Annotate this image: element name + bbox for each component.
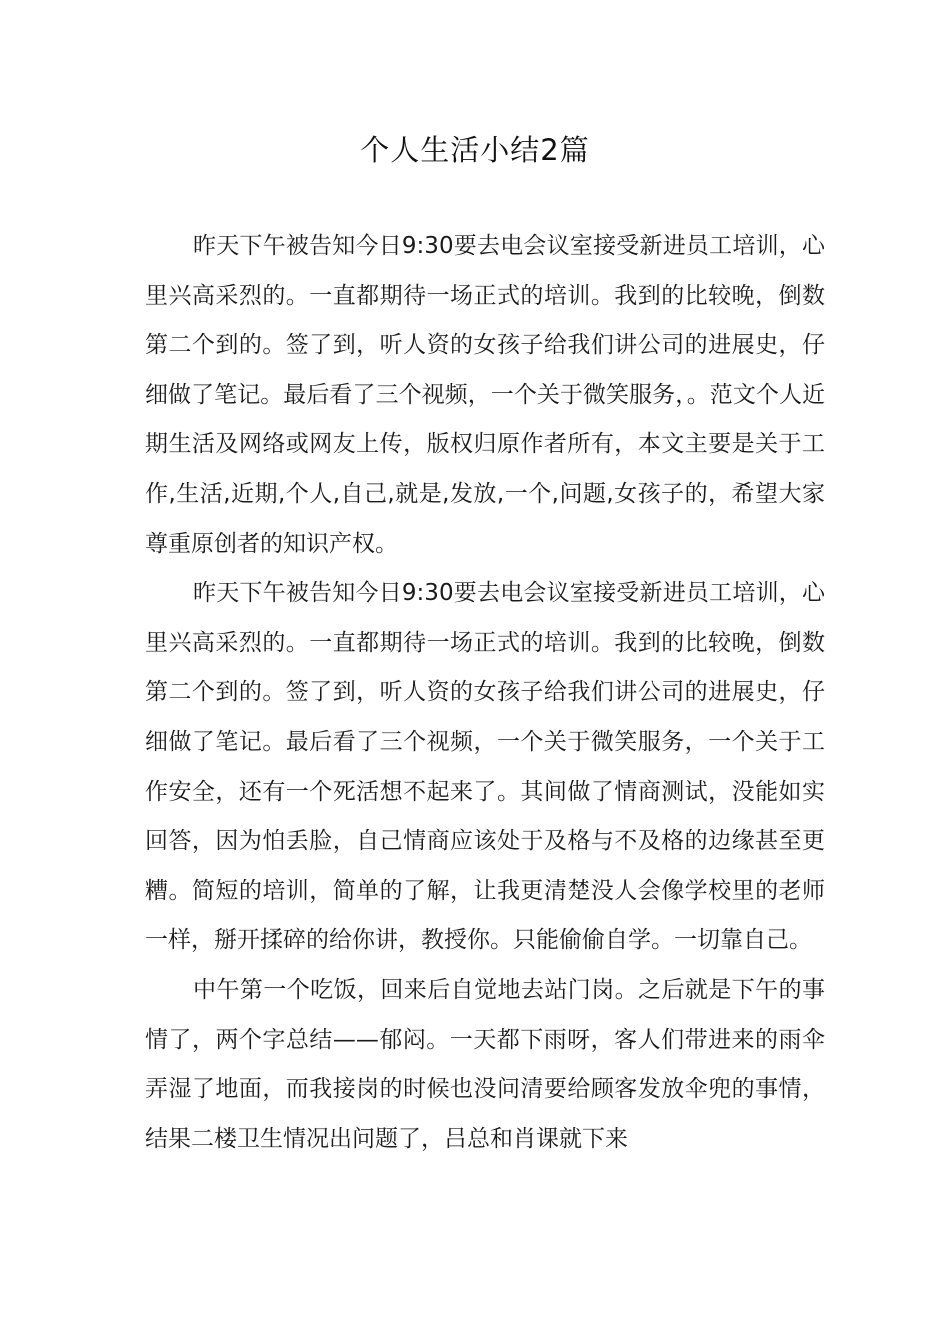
document-title: 个人生活小结2篇 <box>360 133 590 167</box>
paragraph-3: 中午第一个吃饭，回来后自觉地去站门岗。之后就是下午的事情了，两个字总结——郁闷。一天都下雨呀，客人们带进来的雨伞弄湿了地面，而我接岗的时候也没问清要给顾客发放伞兜的事情，结果二楼卫生情况出问题了，吕总和肖课就下来 <box>145 976 825 1152</box>
document-body <box>145 222 825 1164</box>
paragraph-1: 昨天下午被告知今日9:30要去电会议室接受新进员工培训，心里兴高采烈的。一直都期待一场正式的培训。我到的比较晚，倒数第二个到的。签了到，听人资的女孩子给我们讲公司的进展史，仔细做了笔记。最后看了三个视频，一个关于微笑服务，。范文个人近期生活及网络或网友上传，版权归原作者所有，本文主要是关于工作,生活,近期,个人,自己,就是,发放,一个,问题,女孩子的，希望大家尊重原创者的知识产权。 <box>145 233 825 557</box>
paragraph-2: 昨天下午被告知今日9:30要去电会议室接受新进员工培训，心里兴高采烈的。一直都期待一场正式的培训。我到的比较晚，倒数第二个到的。签了到，听人资的女孩子给我们讲公司的进展史，仔细做了笔记。最后看了三个视频，一个关于微笑服务，一个关于工作安全，还有一个死活想不起来了。其间做了情商测试，没能如实回答，因为怕丢脸，自己情商应该处于及格与不及格的边缘甚至更糟。简短的培训，简单的了解，让我更清楚没人会像学校里的老师一样，掰开揉碎的给你讲，教授你。只能偷偷自学。一切靠自己。 <box>145 580 825 954</box>
